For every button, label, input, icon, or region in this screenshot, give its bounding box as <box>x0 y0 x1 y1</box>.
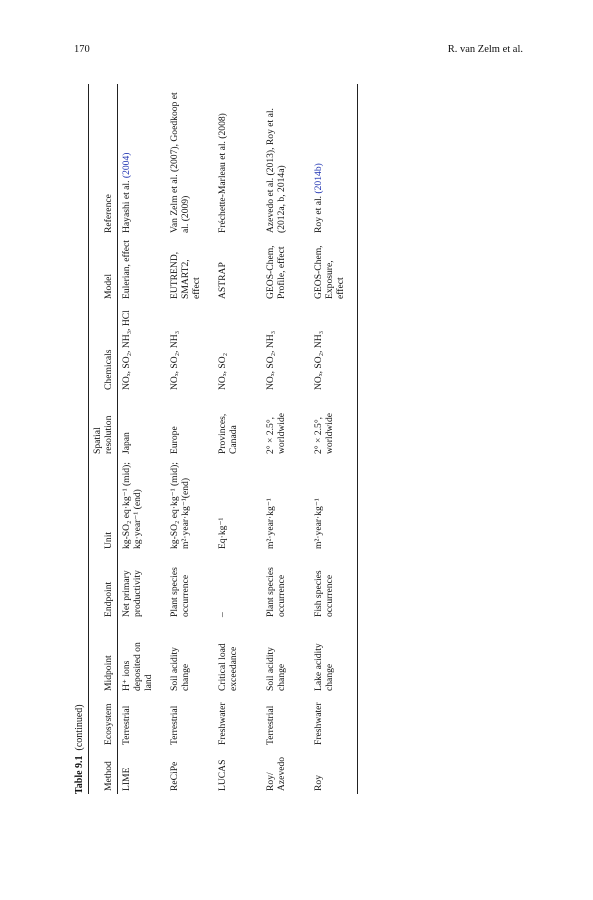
cell-spatial: Europe <box>168 426 180 454</box>
cell-unit: kg-SO₂ eq·kg⁻¹ (mid); kg·year⁻¹ (end) <box>121 462 143 549</box>
col-header-reference: Reference <box>89 84 118 236</box>
reference-text: Roy et al. <box>312 193 324 233</box>
cell-ecosystem: Terrestrial <box>168 705 180 745</box>
cell-ecosystem: Freshwater <box>216 702 228 745</box>
cell-unit: m²·year·kg⁻¹ <box>310 457 358 552</box>
reference-link[interactable]: (2004) <box>121 152 132 179</box>
table-caption <box>74 704 86 794</box>
col-header-spatial-resolution: Spatial resolution <box>89 393 118 457</box>
cell-model: GEOS-Chem, Exposure, effect <box>310 236 358 302</box>
cell-chemicals: NOₓ, SO₂, NH₃, HCl <box>121 310 132 390</box>
table-caption-label: Table 9.1 <box>74 755 85 794</box>
cell-chemicals: NOₓ, SO₂ <box>216 352 228 390</box>
cell-method: Roy <box>310 748 358 794</box>
cell-method: Roy/ Azevedo <box>264 756 287 791</box>
cell-ecosystem: Terrestrial <box>121 705 132 745</box>
cell-method: LUCAS <box>216 759 228 791</box>
cell-chemicals: NOₓ, SO₂, NH₃ <box>168 330 180 390</box>
cell-model: Eulerian, effect <box>121 240 132 299</box>
table-caption-text: (continued) <box>74 704 85 751</box>
cell-endpoint: Plant species occurrence <box>168 567 191 617</box>
cell-endpoint: Net primary productivity <box>121 570 143 617</box>
cell-chemicals: NOₓ, SO₂, NH₃ <box>264 330 276 390</box>
cell-spatial: Japan <box>121 432 132 454</box>
reference-text: Van Zelm et al. (2007), Goedkoop et al. (2009) <box>168 92 191 233</box>
cell-midpoint: Critical load exceedance <box>216 643 239 691</box>
cell-ecosystem: Terrestrial <box>264 705 276 745</box>
table-row <box>214 84 262 794</box>
reference-text: Hayashi et al. <box>121 178 132 233</box>
cell-endpoint: – <box>216 612 228 617</box>
col-header-chemicals: Chemicals <box>89 302 118 393</box>
cell-midpoint: Lake acidity change <box>310 620 358 694</box>
cell-model: GEOS-Chem, Profile, effect <box>264 245 287 299</box>
cell-midpoint: Soil acidity change <box>264 647 287 691</box>
cell-unit: kg-SO₂ eq·kg⁻¹ (mid); m²·year·kg⁻¹(end) <box>168 462 191 549</box>
cell-spatial: Provinces, Canada <box>216 413 239 454</box>
cell-reference <box>262 84 310 236</box>
col-header-endpoint: Endpoint <box>89 552 118 620</box>
cell-method: LIME <box>121 767 132 791</box>
col-header-midpoint: Midpoint <box>89 620 118 694</box>
col-header-method: Method <box>89 748 118 794</box>
cell-spatial: 2° × 2.5°, worldwide <box>310 393 358 457</box>
cell-model: ASTRAP <box>216 262 228 299</box>
table-row <box>310 84 358 794</box>
cell-endpoint: Fish species occurrence <box>310 552 358 620</box>
table-row <box>166 84 214 794</box>
page-number: 170 <box>74 44 90 55</box>
cell-method: ReCiPe <box>168 761 180 791</box>
cell-ecosystem: Freshwater <box>310 694 358 748</box>
cell-endpoint: Plant species occurrence <box>264 567 287 617</box>
cell-chemicals: NOₓ, SO₂, NH₃ <box>310 302 358 393</box>
header-row <box>89 84 118 794</box>
table-row <box>262 84 310 794</box>
reference-text: Fréchette-Marleau et al. (2008) <box>216 113 228 233</box>
cell-reference <box>310 84 358 236</box>
data-table <box>88 84 358 794</box>
reference-link[interactable]: (2014b) <box>312 163 324 194</box>
rotated-table-block <box>74 84 361 794</box>
cell-midpoint: Soil acidity change <box>168 647 191 691</box>
col-header-model: Model <box>89 236 118 302</box>
cell-unit: m²·year·kg⁻¹ <box>264 498 276 549</box>
cell-spatial: 2° × 2.5°, worldwide <box>264 412 287 454</box>
table-row <box>118 84 166 794</box>
cell-unit: Eq·kg⁻¹ <box>216 517 228 549</box>
running-head: R. van Zelm et al. <box>447 44 523 55</box>
cell-model: EUTREND, SMART2, effect <box>168 251 202 299</box>
cell-midpoint: H⁺ ions deposited on land <box>121 642 154 691</box>
col-header-unit: Unit <box>89 457 118 552</box>
col-header-ecosystem: Ecosystem <box>89 694 118 748</box>
cell-reference <box>214 84 262 236</box>
cell-reference <box>118 84 166 236</box>
cell-reference <box>166 84 214 236</box>
reference-text: Azevedo et al. (2013), Roy et al. (2012a, b, 2014a) <box>264 108 287 233</box>
